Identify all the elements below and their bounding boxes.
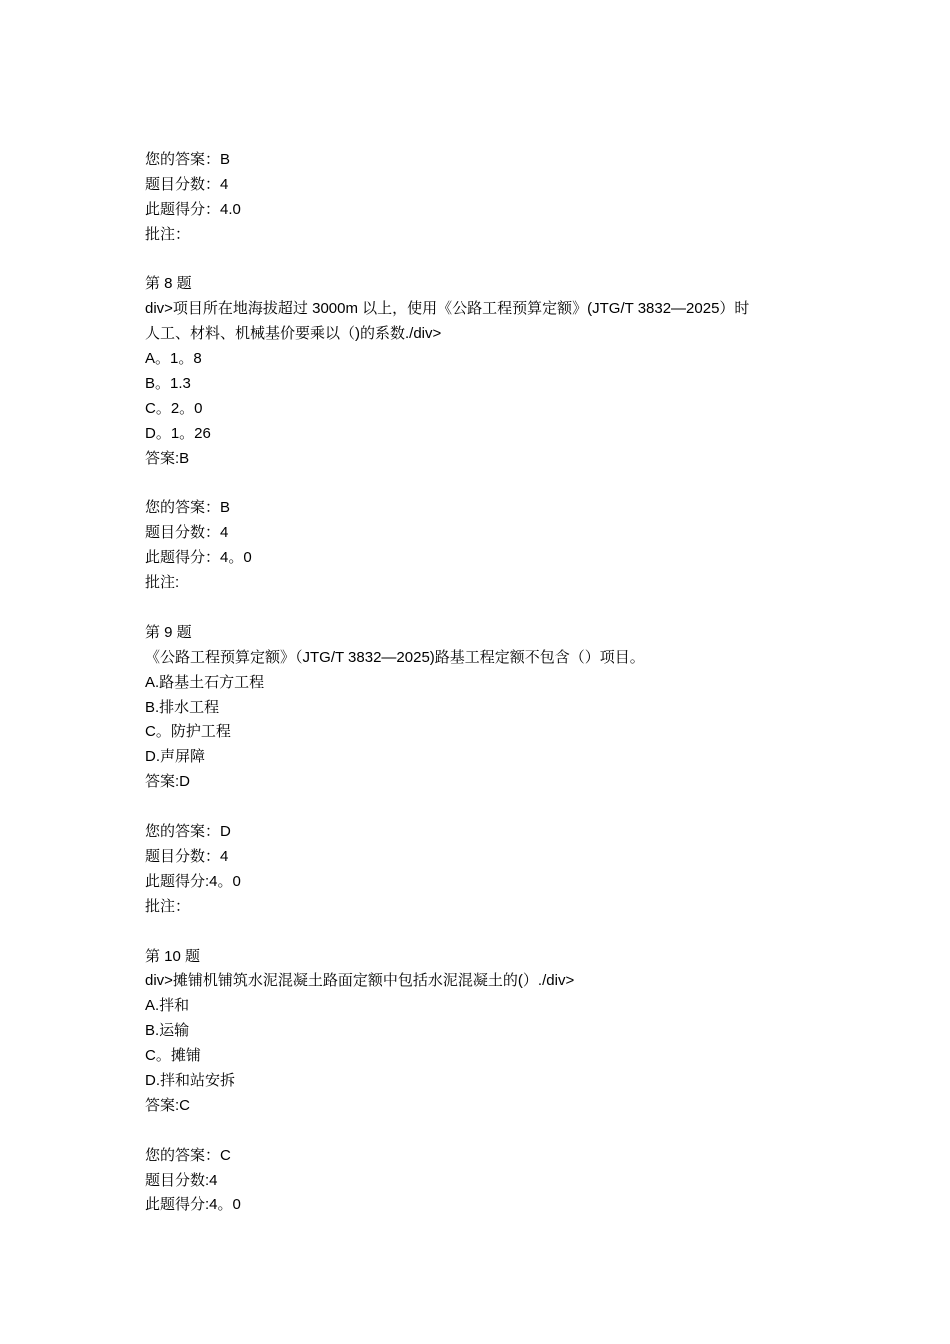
your-answer: 您的答案：B [145, 151, 231, 168]
option-c: C。2。0 [145, 399, 203, 417]
earned-score: 此题得分:4。0 [145, 1196, 241, 1214]
earned-score: 此题得分：4。0 [145, 549, 252, 567]
question-stem: div>摊铺机铺筑水泥混凝土路面定额中包括水泥混凝土的(）./div> [145, 972, 575, 990]
spacer [145, 1119, 825, 1144]
question-score: 题目分数：4 [145, 175, 229, 193]
option-c: C。防护工程 [145, 723, 231, 741]
prev-result-block [145, 148, 825, 248]
comment-label: 批注： [145, 225, 191, 243]
spacer [145, 795, 825, 820]
question-score: 题目分数：4 [145, 847, 229, 865]
question-8 [145, 272, 825, 596]
option-a: A.拌和 [145, 997, 190, 1015]
your-answer: 您的答案：D [145, 823, 231, 841]
option-a: A。1。8 [145, 350, 202, 368]
earned-score: 此题得分：4.0 [145, 200, 241, 218]
option-b: B。1.3 [145, 375, 191, 393]
question-number: 第 9 题 [145, 623, 192, 641]
document-page [145, 148, 825, 1218]
your-answer: 您的答案：C [145, 1146, 231, 1164]
option-b: B.排水工程 [145, 698, 220, 716]
question-score: 题目分数：4 [145, 524, 229, 542]
spacer [145, 472, 825, 497]
question-number: 第 8 题 [145, 275, 192, 293]
option-a: A.路基土石方工程 [145, 673, 265, 691]
correct-answer: 答案:C [145, 1096, 191, 1114]
question-stem: 《公路工程预算定额》（JTG/T 3832—2025)路基工程定额不包含（）项目。 [145, 648, 645, 666]
spacer [145, 248, 825, 273]
question-score: 题目分数:4 [145, 1171, 218, 1189]
correct-answer: 答案:B [145, 449, 190, 467]
spacer [145, 596, 825, 621]
option-c: C。摊铺 [145, 1047, 201, 1065]
option-d: D.声屏障 [145, 748, 206, 766]
earned-score: 此题得分:4。0 [145, 872, 241, 890]
spacer [145, 920, 825, 945]
option-d: D。1。26 [145, 424, 211, 442]
question-stem: div>项目所在地海拔超过 3000m 以上，使用《公路工程预算定额》(JTG/T 3832—2025）时 [145, 300, 750, 318]
option-d: D.拌和站安拆 [145, 1071, 236, 1089]
question-number: 第 10 题 [145, 947, 201, 965]
option-b: B.运输 [145, 1022, 190, 1040]
comment-label: 批注: [145, 574, 180, 592]
question-10 [145, 945, 825, 1219]
question-9 [145, 621, 825, 920]
correct-answer: 答案:D [145, 773, 191, 791]
question-stem-continued: 人工、材料、机械基价要乘以（)的系数./div> [145, 325, 442, 343]
comment-label: 批注： [145, 897, 191, 915]
your-answer: 您的答案：B [145, 499, 231, 517]
